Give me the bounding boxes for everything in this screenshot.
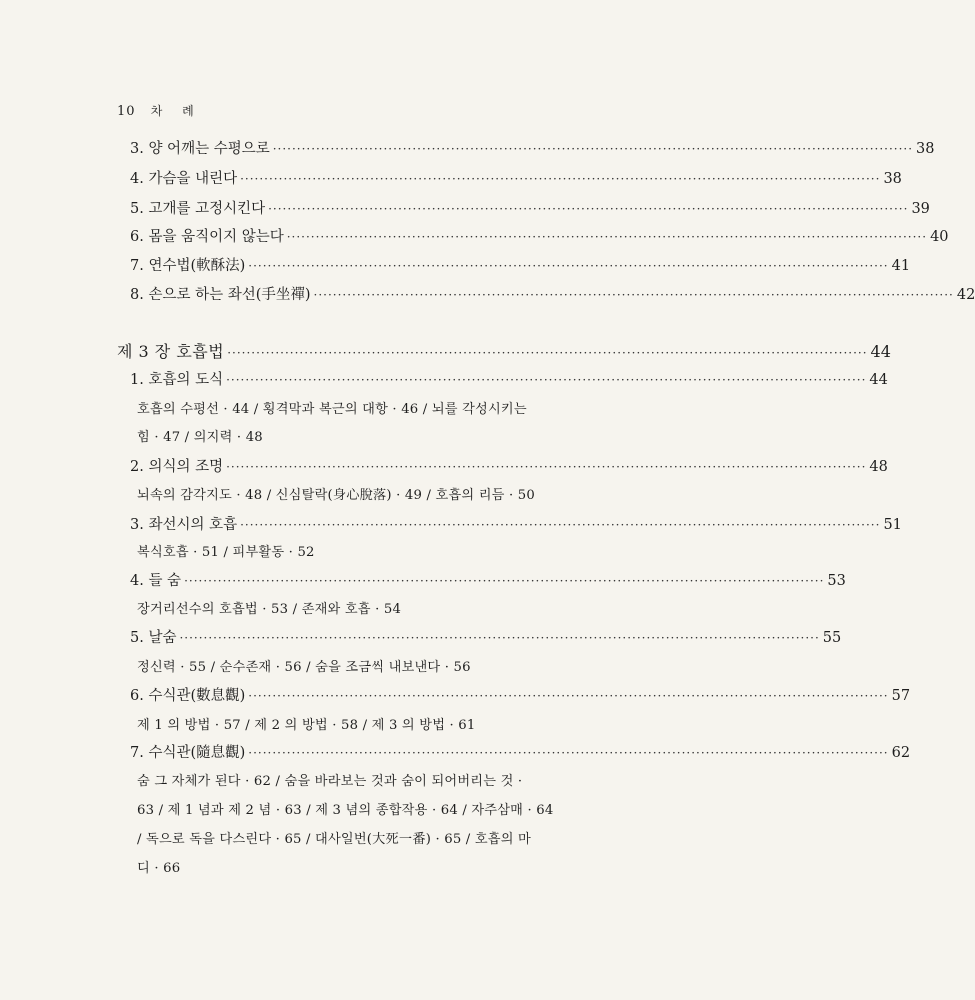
dot-leader: ····································································································································· xyxy=(248,689,889,703)
toc-entry-label: 3. 양 어깨는 수평으로 xyxy=(130,141,270,157)
toc-entry-page: 38 xyxy=(916,141,935,157)
section-label: 6. 수식관(數息觀) xyxy=(130,688,246,704)
section-page: 62 xyxy=(891,745,911,761)
toc-entry xyxy=(130,167,902,188)
subtopic-line: 정신력 · 55 / 순수존재 · 56 / 숨을 조금씩 내보낸다 · 56 xyxy=(137,660,471,675)
subtopic-line: 힘 · 47 / 의지력 · 48 xyxy=(137,430,263,445)
dot-leader: ····································································································································· xyxy=(248,259,889,273)
toc-section xyxy=(130,684,911,705)
toc-entry-label: 7. 연수법(軟酥法) xyxy=(130,258,246,274)
dot-leader: ····································································································································· xyxy=(248,746,889,760)
toc-entry-label: 8. 손으로 하는 좌선(手坐禪) xyxy=(130,287,311,303)
toc-section xyxy=(130,368,888,389)
toc-entry-page: 38 xyxy=(883,171,902,187)
toc-entry xyxy=(130,137,935,158)
chapter-label: 제 3 장 호흡법 xyxy=(117,342,225,361)
dot-leader: ····································································································································· xyxy=(286,230,928,244)
section-page: 44 xyxy=(869,372,888,388)
subtopic-line: 제 1 의 방법 · 57 / 제 2 의 방법 · 58 / 제 3 의 방법 · 61 xyxy=(137,718,476,733)
subtopic-line: 63 / 제 1 념과 제 2 념 · 63 / 제 3 념의 종합작용 · 64 / 자주삼매 · 64 xyxy=(137,803,554,818)
page-header xyxy=(117,102,202,119)
toc-section xyxy=(130,626,842,647)
toc-entry-page: 42 xyxy=(956,287,975,303)
chapter-heading xyxy=(117,339,891,362)
dot-leader: ····································································································································· xyxy=(240,172,881,186)
section-label: 1. 호흡의 도식 xyxy=(130,372,224,388)
section-label: 7. 수식관(隨息觀) xyxy=(130,745,246,761)
section-page: 51 xyxy=(883,517,902,533)
section-page: 53 xyxy=(827,573,846,589)
toc-section xyxy=(130,741,911,762)
toc-entry xyxy=(130,283,975,304)
subtopic-line: 숨 그 자체가 된다 · 62 / 숨을 바라보는 것과 숨이 되어버리는 것 · xyxy=(137,774,523,789)
dot-leader: ····································································································································· xyxy=(313,288,954,302)
dot-leader: ····································································································································· xyxy=(226,460,867,474)
toc-entry xyxy=(130,197,930,218)
subtopic-line: 호흡의 수평선 · 44 / 횡격막과 복근의 대항 · 46 / 뇌를 각성시키는 xyxy=(137,402,527,417)
dot-leader: ····································································································································· xyxy=(184,574,825,588)
dot-leader: ····································································································································· xyxy=(227,346,868,360)
subtopic-line: / 독으로 독을 다스린다 · 65 / 대사일번(大死一番) · 65 / 호흡의 마 xyxy=(137,832,531,847)
dot-leader: ····································································································································· xyxy=(240,518,881,532)
toc-section xyxy=(130,455,888,476)
toc-entry-label: 5. 고개를 고정시킨다 xyxy=(130,201,266,217)
dot-leader: ····································································································································· xyxy=(272,142,914,156)
subtopic-line: 디 · 66 xyxy=(137,861,181,876)
toc-entry-page: 39 xyxy=(911,201,930,217)
chapter-page: 44 xyxy=(870,342,891,361)
toc-entry-page: 41 xyxy=(891,258,911,274)
section-label: 4. 들 숨 xyxy=(130,573,182,589)
toc-entry xyxy=(130,254,911,275)
toc-section xyxy=(130,569,846,590)
toc-entry-label: 6. 몸을 움직이지 않는다 xyxy=(130,229,284,245)
section-label: 5. 날숨 xyxy=(130,630,177,646)
toc-section xyxy=(130,513,902,534)
dot-leader: ····································································································································· xyxy=(268,202,909,216)
subtopic-line: 장거리선수의 호흡법 · 53 / 존재와 호흡 · 54 xyxy=(137,602,402,617)
running-title: 차 례 xyxy=(150,104,202,118)
subtopic-line: 복식호흡 · 51 / 피부활동 · 52 xyxy=(137,545,315,560)
dot-leader: ····································································································································· xyxy=(226,373,867,387)
page-number: 10 xyxy=(117,104,136,119)
section-label: 2. 의식의 조명 xyxy=(130,459,224,475)
toc-entry-label: 4. 가슴을 내린다 xyxy=(130,171,238,187)
dot-leader: ····································································································································· xyxy=(179,631,820,645)
section-label: 3. 좌선시의 호흡 xyxy=(130,517,238,533)
toc-entry-page: 40 xyxy=(930,229,949,245)
section-page: 48 xyxy=(869,459,888,475)
section-page: 57 xyxy=(891,688,911,704)
toc-entry xyxy=(130,225,949,246)
subtopic-line: 뇌속의 감각지도 · 48 / 신심탈락(身心脫落) · 49 / 호흡의 리듬 · 50 xyxy=(137,488,535,503)
section-page: 55 xyxy=(822,630,842,646)
